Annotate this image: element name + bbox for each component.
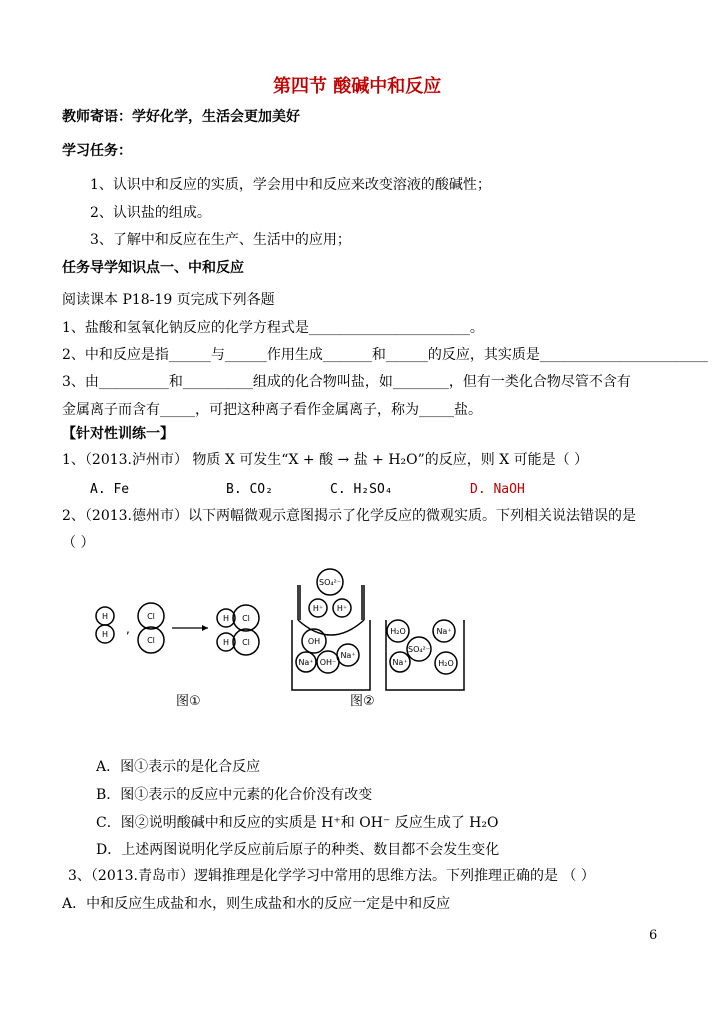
svg-text:OH⁻: OH⁻	[319, 658, 337, 667]
micro-diagrams-figure	[88, 565, 488, 715]
task-item-1: 1、认识中和反应的实质，学会用中和反应来改变溶液的酸碱性；	[90, 177, 491, 193]
exercise-2-option-b: B．图①表示的反应中元素的化合价没有改变	[96, 787, 373, 803]
dropper-wall-left	[298, 585, 300, 620]
task-heading: 学习任务：	[62, 143, 132, 159]
figure-1-caption: 图①	[176, 694, 201, 709]
svg-text:H⁺: H⁺	[336, 604, 348, 613]
page-title: 第四节 酸碱中和反应	[273, 76, 442, 97]
question-2: 2、中和反应是指______与______作用生成_______和______的反应，其实质是________________________	[62, 347, 708, 363]
svg-text:Na⁺: Na⁺	[340, 651, 356, 660]
dropper-wall-right	[362, 585, 364, 620]
svg-text:Na⁺: Na⁺	[436, 627, 452, 636]
section-heading-1: 任务导学知识点一、中和反应	[62, 260, 244, 276]
exercise-2-option-d: D．上述两图说明化学反应前后原子的种类、数目都不会发生变化	[96, 842, 500, 858]
question-3-line1: 3、由__________和__________组成的化合物叫盐，如________，但有一类化合物尽管不含有	[62, 374, 631, 390]
reaction-arrow-head	[202, 625, 208, 631]
svg-text:H: H	[222, 638, 230, 647]
exercise-1-option-a: A. Fe	[90, 482, 130, 497]
svg-text:SO₄²⁻: SO₄²⁻	[318, 578, 342, 587]
exercise-1-option-b: B. CO₂	[226, 482, 273, 497]
exercise-2-option-a: A．图①表示的是化合反应	[96, 759, 261, 775]
exercise-3-option-a: A．中和反应生成盐和水，则生成盐和水的反应一定是中和反应	[62, 896, 451, 912]
exercise-1-stem: 1、（2013.泸州市） 物质 X 可发生“X + 酸 → 盐 + H₂O”的反应，则 X 可能是（ ）	[62, 452, 589, 468]
svg-text:H: H	[222, 614, 230, 623]
svg-text:H₂O: H₂O	[390, 627, 406, 636]
svg-text:H: H	[101, 612, 109, 621]
svg-text:Na⁺: Na⁺	[392, 658, 408, 667]
question-1: 1、盐酸和氢氧化钠反应的化学方程式是_______________________。	[62, 320, 484, 336]
exercise-1-option-c: C. H₂SO₄	[330, 482, 393, 497]
question-3-line2: 金属离子而含有_____，可把这种离子看作金属离子，称为_____盐。	[62, 402, 482, 418]
task-item-2: 2、认识盐的组成。	[90, 205, 211, 221]
exercise-2-option-c: C．图②说明酸碱中和反应的实质是 H⁺和 OH⁻ 反应生成了 H₂O	[96, 815, 499, 831]
svg-text:Cl: Cl	[147, 612, 155, 621]
exercise-1-option-d: D. NaOH	[470, 482, 525, 497]
svg-text:Cl: Cl	[147, 636, 155, 645]
task-item-3: 3、了解中和反应在生产、生活中的应用；	[90, 232, 351, 248]
exercise-2-stem: 2、（2013.德州市）以下两幅微观示意图揭示了化学反应的微观实质。下列相关说法错误的是	[62, 508, 636, 524]
svg-text:H: H	[101, 630, 109, 639]
svg-text:H⁺: H⁺	[312, 604, 324, 613]
exercise-3-stem: 3、（2013.青岛市）逻辑推理是化学学习中常用的思维方法。下列推理正确的是 （ ）	[68, 868, 595, 884]
figure-2-caption: 图②	[350, 694, 375, 709]
svg-text:SO₄²⁻: SO₄²⁻	[407, 645, 431, 654]
svg-text:Cl: Cl	[242, 638, 250, 647]
svg-text:OH: OH	[307, 637, 321, 646]
page-number: 6	[649, 928, 658, 943]
svg-text:Cl: Cl	[242, 614, 250, 623]
dropper-tip	[298, 620, 364, 635]
exercise-2-paren: （ ）	[62, 535, 95, 551]
svg-text:Na⁺: Na⁺	[298, 658, 314, 667]
svg-text:H₂O: H₂O	[438, 659, 454, 668]
svg-text:,: ,	[126, 622, 130, 636]
training-heading: 【针对性训练一】	[62, 426, 174, 442]
reading-instruction: 阅读课本 P18-19 页完成下列各题	[62, 292, 275, 308]
teacher-motto: 教师寄语：学好化学，生活会更加美好	[62, 109, 300, 125]
